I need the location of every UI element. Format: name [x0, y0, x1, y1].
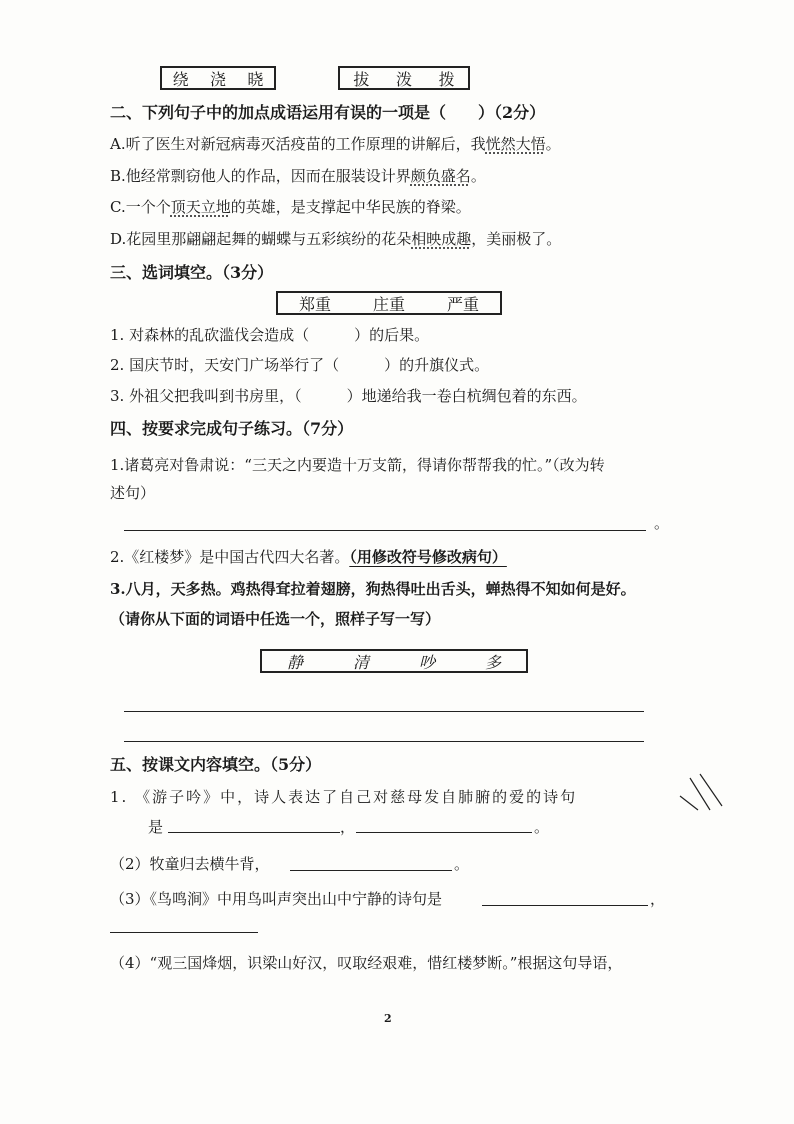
marked-idiom: 顶天立地 — [170, 198, 231, 216]
word-choice-box — [276, 291, 502, 315]
q4-2-text: 2.《红楼梦》是中国古代四大名著。 — [110, 548, 350, 566]
word-char: 浇 — [209, 69, 226, 89]
fill-item-3: 3. 外祖父把我叫到书房里，（ ）地递给我一卷白杭绸包着的东西。 — [110, 387, 587, 405]
option-b — [110, 165, 486, 186]
q4-1-end: 。 — [654, 514, 670, 532]
option-text: C.一个个 — [110, 198, 171, 216]
q4-1-line1: 1.诸葛亮对鲁肃说：“三天之内要造十万支箭，得请你帮帮我的忙。”（改为转 — [110, 456, 605, 474]
answer-line[interactable] — [124, 741, 644, 742]
q4-2-instruction: （用修改符号修改病句） — [349, 548, 507, 566]
option-c — [110, 196, 471, 217]
option-text: D.花园里那翩翩起舞的蝴蝶与五彩缤纷的花朵 — [110, 230, 412, 248]
answer-blank[interactable] — [356, 832, 532, 833]
fill-item-2: 2. 国庆节时，天安门广场举行了（ ）的升旗仪式。 — [110, 356, 490, 374]
word-char: 拨 — [438, 69, 455, 89]
option-text: 的英雄，是支撑起中华民族的脊梁。 — [230, 198, 471, 216]
option-text: B.他经常剽窃他人的作品，因而在服装设计界 — [110, 167, 411, 185]
word-choice-box-2 — [260, 649, 528, 673]
option-text: 。 — [470, 167, 486, 185]
option-text: A.听了医生对新冠病毒灭活疫苗的工作原理的讲解后，我 — [110, 135, 486, 153]
word-char: 绕 — [172, 69, 189, 89]
marked-idiom: 恍然大悟 — [485, 135, 546, 153]
answer-blank[interactable] — [290, 870, 452, 871]
word-char: 拔 — [353, 69, 370, 89]
option-d — [110, 228, 561, 249]
option-text: 。 — [545, 135, 561, 153]
q4-2 — [110, 546, 507, 567]
section-5-heading: 五、按课文内容填空。（5分） — [110, 755, 322, 774]
q5-3-comma: ， — [650, 890, 666, 908]
q4-1-line2: 述句） — [110, 484, 156, 502]
answer-line[interactable] — [124, 711, 644, 712]
section-4-heading: 四、按要求完成句子练习。（7分） — [110, 419, 354, 438]
q5-4: （4）“观三国烽烟，识梁山好汉，叹取经艰难，惜红楼梦断。”根据这句导语， — [110, 954, 623, 972]
answer-blank[interactable] — [482, 905, 648, 906]
marked-idiom: 颇负盛名 — [410, 167, 471, 185]
q5-1-end: 。 — [534, 818, 550, 836]
marked-idiom: 相映成趣 — [411, 230, 472, 248]
option-a — [110, 133, 561, 154]
q5-1-is: 是 — [148, 818, 164, 836]
word-char: 晓 — [247, 69, 264, 89]
section-2-heading: 二、下列句子中的加点成语运用有误的一项是（ ）（2分） — [110, 103, 546, 122]
word-choice: 多 — [484, 652, 501, 672]
word-choice: 庄重 — [372, 294, 405, 314]
fill-item-1: 1. 对森林的乱砍滥伐会造成（ ）的后果。 — [110, 326, 430, 344]
q5-1-line1: 1. 《游子吟》中，诗人表达了自己对慈母发自肺腑的爱的诗句 — [110, 788, 578, 806]
q5-2-end: 。 — [454, 855, 470, 873]
q5-3: （3）《鸟鸣涧》中用鸟叫声突出山中宁静的诗句是 — [110, 890, 443, 908]
word-choice: 吵 — [418, 652, 435, 672]
word-char: 泼 — [395, 69, 412, 89]
section-3-heading: 三、选词填空。（3分） — [110, 263, 274, 282]
q4-3-line2: （请你从下面的词语中任选一个，照样子写一写） — [110, 610, 441, 628]
word-choice: 严重 — [446, 294, 479, 314]
word-box-right — [338, 66, 470, 90]
q5-1-comma: ， — [340, 818, 356, 836]
page-number: 2 — [384, 1012, 392, 1025]
answer-line[interactable] — [124, 530, 646, 531]
answer-blank[interactable] — [168, 832, 340, 833]
word-choice: 静 — [286, 652, 303, 672]
option-text: ，美丽极了。 — [471, 230, 562, 248]
word-box-left — [160, 66, 276, 90]
q5-2: （2）牧童归去横牛背， — [110, 855, 270, 873]
q4-3-line1: 3.八月，天多热。鸡热得耷拉着翅膀，狗热得吐出舌头，蝉热得不知如何是好。 — [110, 580, 636, 598]
word-choice: 郑重 — [298, 294, 331, 314]
answer-blank[interactable] — [110, 932, 258, 933]
word-choice: 清 — [352, 652, 369, 672]
pen-stroke-mark — [676, 770, 726, 814]
